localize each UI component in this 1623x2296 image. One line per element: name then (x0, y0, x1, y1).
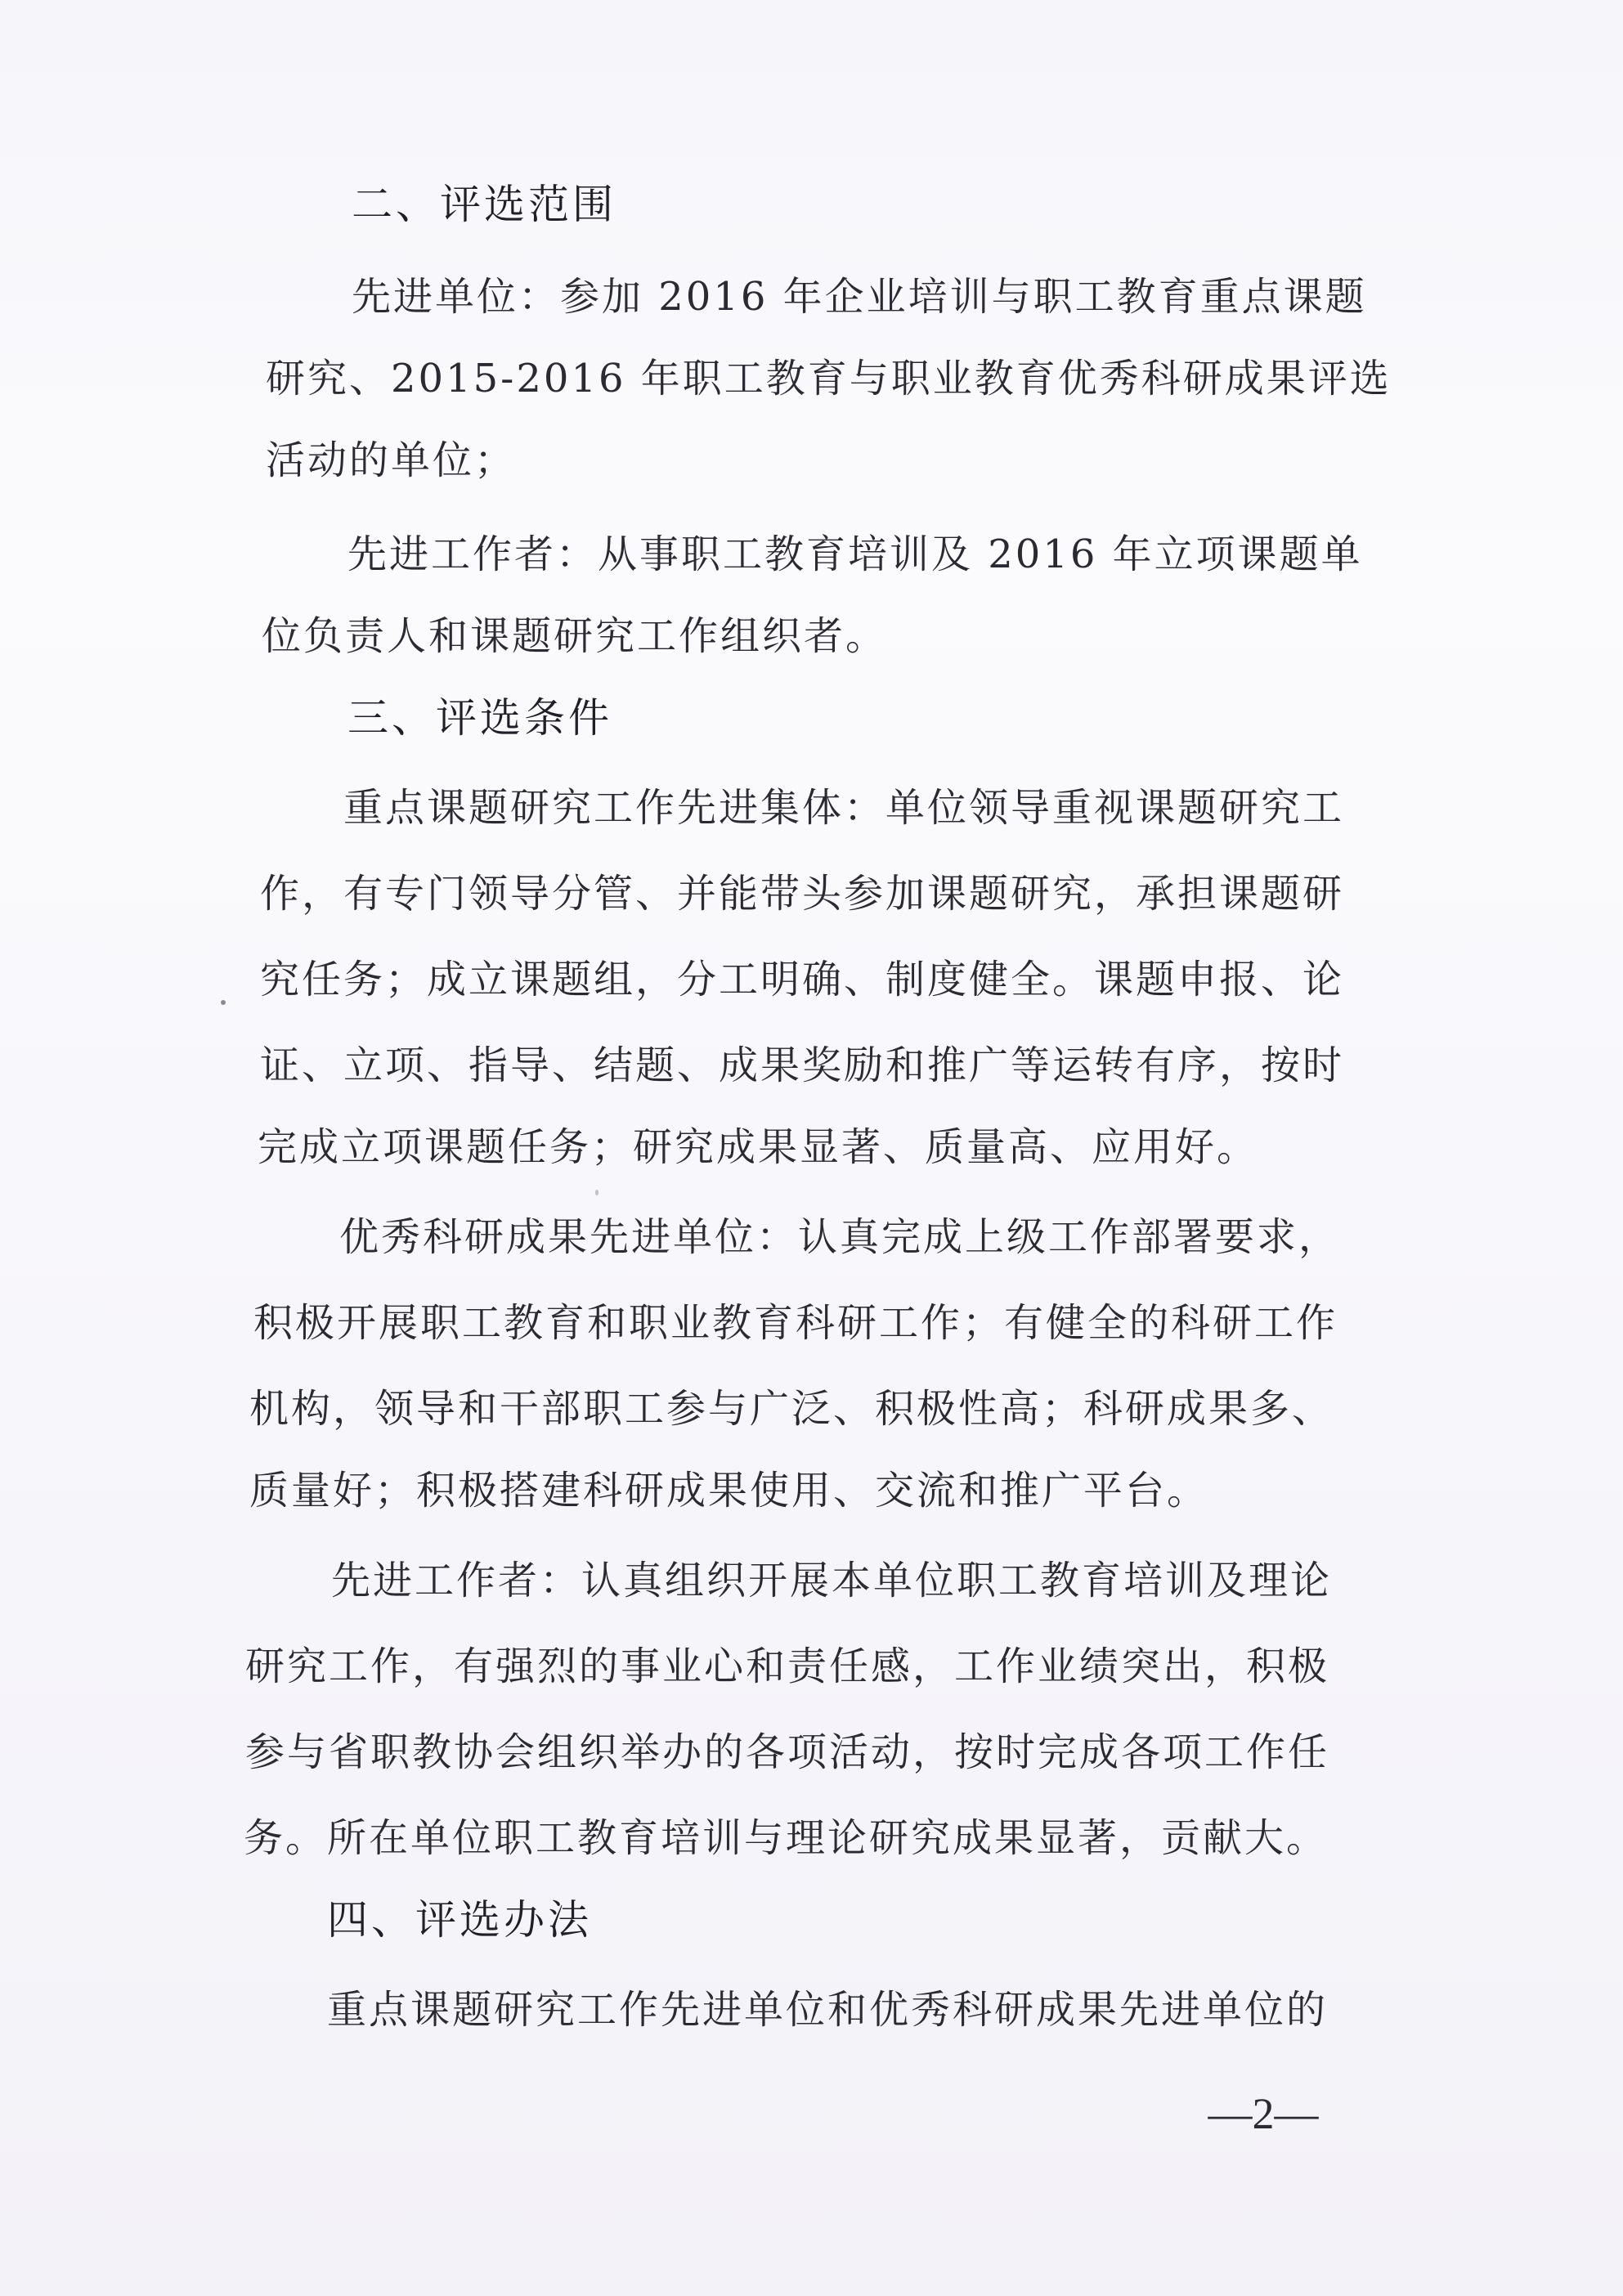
paragraph-line: 研究工作，有强烈的事业心和责任感，工作业绩突出，积极 (245, 1644, 1330, 1689)
paragraph-line: 重点课题研究工作先进集体：单位领导重视课题研究工 (343, 785, 1345, 831)
scan-speck (221, 1000, 226, 1005)
paragraph-line: 积极开展职工教育和职业教育科研工作；有健全的科研工作 (253, 1300, 1338, 1346)
paragraph-line: 务。所在单位职工教育培训与理论研究成果显著，贡献大。 (244, 1815, 1329, 1861)
paragraph-line: 究任务；成立课题组，分工明确、制度健全。课题申报、论 (260, 957, 1345, 1002)
section-heading-criteria: 三、评选条件 (347, 694, 612, 742)
paragraph-line: 先进工作者：从事职工教育培训及 2016 年立项课题单 (347, 531, 1363, 577)
paragraph-line: 活动的单位； (266, 437, 517, 483)
paragraph-line: 先进单位：参加 2016 年企业培训与职工教育重点课题 (352, 274, 1367, 320)
paragraph-line: 完成立项课题任务；研究成果显著、质量高、应用好。 (258, 1124, 1259, 1170)
section-heading-scope: 二、评选范围 (352, 181, 616, 228)
page-number: —2— (1208, 2089, 1319, 2138)
paragraph-line: 位负责人和课题研究工作组织者。 (262, 613, 888, 659)
paragraph-line: 证、立项、指导、结题、成果奖励和推广等运转有序，按时 (260, 1043, 1345, 1088)
paragraph-line: 机构，领导和干部职工参与广泛、积极性高；科研成果多、 (249, 1386, 1334, 1432)
paragraph-line: 先进工作者：认真组织开展本单位职工教育培训及理论 (331, 1558, 1333, 1603)
paragraph-line: 参与省职教协会组织举办的各项活动，按时完成各项工作任 (245, 1729, 1330, 1775)
paragraph-line: 优秀科研成果先进单位：认真完成上级工作部署要求， (339, 1214, 1341, 1260)
paragraph-line: 质量好；积极搭建科研成果使用、交流和推广平台。 (249, 1468, 1209, 1513)
paragraph-line: 作，有专门领导分管、并能带头参加课题研究，承担课题研 (260, 871, 1345, 917)
paragraph-line: 重点课题研究工作先进单位和优秀科研成果先进单位的 (327, 1987, 1329, 2033)
scan-speck (595, 1190, 599, 1195)
paragraph-line: 研究、2015-2016 年职工教育与职业教育优秀科研成果评选 (266, 356, 1392, 401)
section-heading-method: 四、评选办法 (327, 1896, 592, 1944)
